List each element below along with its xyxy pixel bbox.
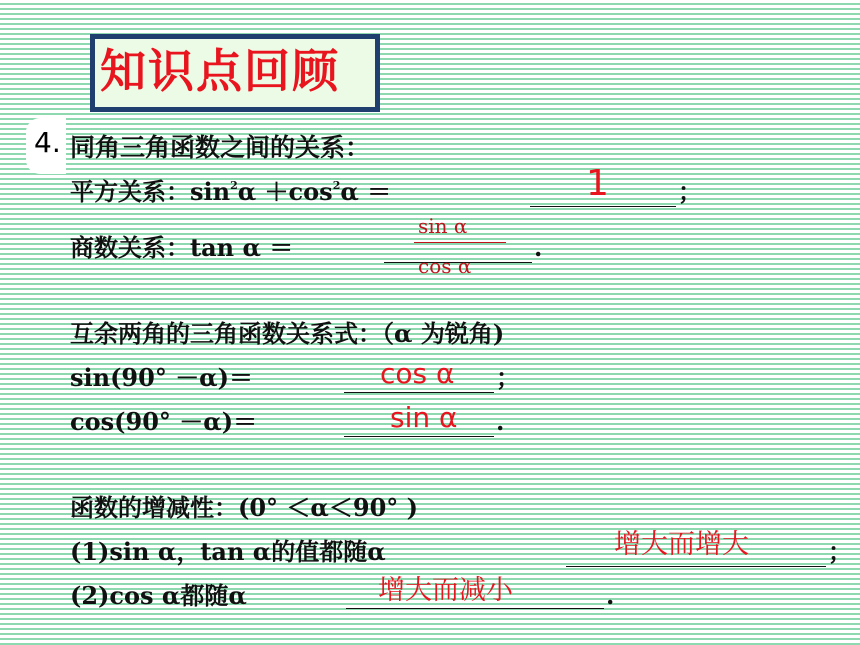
cos-complement-answer: sin α xyxy=(390,401,458,434)
square-relation-tail: ； xyxy=(678,177,702,206)
square-answer: 1 xyxy=(586,163,609,204)
cos-complement-label: cos(90° －α)＝ xyxy=(70,407,258,436)
cos-complement-blank xyxy=(344,436,494,437)
sin-complement-tail: ； xyxy=(496,363,520,392)
square-relation-end: α ＝ xyxy=(340,177,392,206)
section-heading: 同角三角函数之间的关系： xyxy=(70,133,371,162)
fraction-numerator: sin α xyxy=(418,214,468,238)
cos-monotonicity-tail: . xyxy=(606,581,615,610)
cos-monotonicity-label: (2)cos α都随α xyxy=(70,581,247,610)
slide-title: 知识点回顾 xyxy=(100,44,340,98)
quotient-relation-tail: . xyxy=(534,233,543,262)
square-relation-label: 平方关系：sin xyxy=(70,177,231,206)
monotonicity-heading: 函数的增减性：(0° ＜α＜90° ) xyxy=(70,493,418,522)
item-number: 4. xyxy=(34,126,61,159)
quotient-relation-label: 商数关系：tan α ＝ xyxy=(70,233,294,262)
sin-tan-monotonicity-tail: ； xyxy=(828,537,852,566)
square-relation xyxy=(70,176,391,213)
sin-tan-monotonicity-blank xyxy=(566,566,826,567)
sin-tan-monotonicity-answer: 增大而增大 xyxy=(614,529,749,560)
complementary-heading: 互余两角的三角函数关系式：（α 为锐角) xyxy=(70,319,505,348)
cos-monotonicity-blank xyxy=(346,608,604,609)
sin-tan-monotonicity-label: (1)sin α，tan α的值都随α xyxy=(70,537,386,566)
cos-monotonicity-answer: 增大而减小 xyxy=(378,575,513,606)
fraction-bar xyxy=(414,242,506,243)
sin-complement-answer: cos α xyxy=(380,357,455,390)
square-relation-mid: α ＋cos xyxy=(237,177,333,206)
sin-complement-blank xyxy=(344,392,494,393)
square-answer-blank xyxy=(530,206,676,207)
sin-complement-label: sin(90° －α)＝ xyxy=(70,363,254,392)
square-exp-1: 2 xyxy=(230,179,238,192)
fraction-denominator: cos α xyxy=(418,254,472,278)
cos-complement-tail: . xyxy=(496,407,505,436)
square-exp-2: 2 xyxy=(332,179,341,192)
